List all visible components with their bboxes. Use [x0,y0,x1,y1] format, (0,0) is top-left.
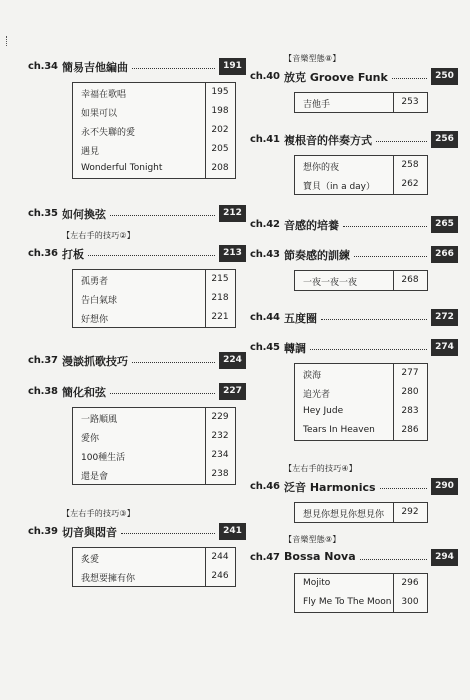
chapter-entry[interactable] [28,205,246,223]
song-row[interactable] [295,175,427,194]
chapter-number: ch.36 [28,248,58,259]
chapter-number: ch.44 [250,312,280,323]
chapter-title[interactable]: 音感的培養 [284,219,339,232]
chapter-entry[interactable] [250,246,458,288]
chapter-number: ch.35 [28,208,58,219]
chapter-tag: 【 左右手的技巧③ 】 [62,508,135,519]
song-page: 215 [211,274,229,284]
chapter-title[interactable]: 節奏感的訓練 [284,249,350,262]
chapter-heading[interactable] [28,58,246,76]
song-list [294,92,428,113]
song-page: 208 [211,163,229,173]
dot-leader [310,349,427,350]
chapter-page-badge: 274 [431,339,458,356]
song-list [72,547,236,587]
song-name[interactable]: 幸福在歌唱 [81,90,127,100]
chapter-number: ch.43 [250,249,280,260]
song-name[interactable]: 淚海 [303,371,322,381]
song-name[interactable]: Hey Jude [303,406,344,416]
song-page: 221 [211,312,229,322]
song-list [72,269,236,328]
chapter-tag: 【 音樂型態⑧ 】 [284,53,341,64]
dot-leader [321,319,427,320]
song-name[interactable]: 想見你想見你想見你 [303,510,385,520]
song-list [294,155,428,195]
chapter-number: ch.39 [28,526,58,537]
chapter-tag: 【 音樂型態⑨ 】 [284,534,341,545]
song-name[interactable]: 吉他手 [303,100,331,110]
song-row[interactable] [73,83,235,102]
song-list [72,82,236,179]
song-page: 268 [401,275,419,285]
song-name[interactable]: 一夜一夜一夜 [303,278,358,288]
song-name[interactable]: 寶貝（in a day） [303,182,375,192]
song-page: 232 [211,431,229,441]
chapter-entry[interactable] [250,216,458,234]
chapter-page-badge: 212 [219,205,246,222]
chapter-entry[interactable] [250,535,458,607]
song-page: 234 [211,450,229,460]
song-name[interactable]: 還是會 [81,472,109,482]
song-row[interactable] [73,548,235,567]
song-row[interactable] [295,503,427,522]
chapter-number: ch.42 [250,219,280,230]
song-page: 246 [211,571,229,581]
song-row[interactable] [73,140,235,159]
chapter-page-badge: 191 [219,58,246,75]
dot-leader [132,68,215,69]
song-name[interactable]: 一路順風 [81,415,118,425]
song-row[interactable] [73,446,235,465]
chapter-heading[interactable] [250,216,458,234]
song-list [72,407,236,485]
chapter-page-badge: 265 [431,216,458,233]
chapter-title[interactable]: 簡化和弦 [62,386,106,399]
song-row[interactable] [73,427,235,446]
song-row[interactable] [73,408,235,427]
song-name[interactable]: 想你的夜 [303,163,340,173]
chapter-heading[interactable] [28,245,246,263]
chapter-page-badge: 213 [219,245,246,262]
chapter-number: ch.41 [250,134,280,145]
song-page: 198 [211,106,229,116]
chapter-number: ch.37 [28,355,58,366]
song-name[interactable]: 告白氣球 [81,296,118,306]
dot-leader [110,215,215,216]
song-name[interactable]: 如果可以 [81,109,118,119]
dot-leader [354,256,427,257]
song-name[interactable]: 遇見 [81,147,100,157]
chapter-title[interactable]: 打板 [62,248,84,261]
song-row[interactable] [295,593,427,612]
chapter-page-badge: 250 [431,68,458,85]
dot-leader [343,226,427,227]
chapter-heading[interactable] [250,478,458,496]
song-name[interactable]: 好想你 [81,315,109,325]
song-page: 205 [211,144,229,154]
song-row[interactable] [73,102,235,121]
chapter-page-badge: 272 [431,309,458,326]
song-row[interactable] [73,121,235,140]
song-page: 195 [211,87,229,97]
dot-leader [121,533,215,534]
chapter-tag: 【 左右手的技巧④ 】 [284,463,357,474]
song-page: 292 [401,507,419,517]
chapter-heading[interactable] [250,339,458,357]
chapter-entry[interactable] [250,54,458,110]
song-name[interactable]: 孤勇者 [81,277,109,287]
chapter-page-badge: 224 [219,352,246,369]
song-name[interactable]: Wonderful Tonight [81,163,163,173]
song-row[interactable] [295,156,427,175]
song-page: 280 [401,387,419,397]
song-list [294,502,428,523]
song-page: 286 [401,425,419,435]
song-row[interactable] [295,574,427,593]
song-row[interactable] [73,567,235,586]
dot-leader [110,393,215,394]
chapter-heading[interactable] [28,205,246,223]
chapter-number: ch.45 [250,342,280,353]
song-name[interactable]: 追光者 [303,390,331,400]
chapter-number: ch.40 [250,71,280,82]
song-name[interactable]: 炙愛 [81,555,100,565]
chapter-title[interactable]: Bossa Nova [284,550,356,563]
chapter-page-badge: 266 [431,246,458,263]
song-row[interactable] [295,421,427,440]
chapter-heading[interactable] [250,131,458,149]
margin-mark [6,36,10,46]
chapter-entry[interactable] [28,231,246,325]
dot-leader [392,78,427,79]
chapter-title[interactable]: 如何換弦 [62,208,106,221]
song-row[interactable] [73,270,235,289]
chapter-heading[interactable] [250,549,458,567]
song-page: 258 [401,160,419,170]
song-page: 277 [401,368,419,378]
chapter-number: ch.34 [28,61,58,72]
chapter-entry[interactable] [250,464,458,520]
chapter-page-badge: 294 [431,549,458,566]
song-row[interactable] [295,383,427,402]
dot-leader [132,362,215,363]
chapter-entry[interactable] [250,339,458,435]
song-page: 253 [401,97,419,107]
song-list [294,270,428,291]
chapter-page-badge: 256 [431,131,458,148]
chapter-number: ch.46 [250,481,280,492]
chapter-page-badge: 227 [219,383,246,400]
chapter-entry[interactable] [28,58,246,173]
song-row[interactable] [73,308,235,327]
chapter-entry[interactable] [28,383,246,482]
song-name[interactable]: Fly Me To The Moon [303,597,392,607]
song-row[interactable] [295,364,427,383]
song-page: 262 [401,179,419,189]
song-row[interactable] [295,271,427,290]
song-name[interactable]: 100種生活 [81,453,126,463]
chapter-title[interactable]: 放克 Groove Funk [284,71,388,84]
chapter-heading[interactable] [28,352,246,370]
song-page: 229 [211,412,229,422]
song-page: 283 [401,406,419,416]
chapter-heading[interactable] [250,309,458,327]
chapter-heading[interactable] [250,246,458,264]
song-name[interactable]: 我想要擁有你 [81,574,136,584]
song-row[interactable] [73,465,235,484]
chapter-entry[interactable] [250,309,458,327]
song-list [294,363,428,441]
song-page: 238 [211,469,229,479]
song-row[interactable] [73,159,235,178]
chapter-title[interactable]: 簡易吉他編曲 [62,61,128,74]
chapter-page-badge: 241 [219,523,246,540]
song-row[interactable] [295,93,427,112]
song-page: 244 [211,552,229,562]
chapter-title[interactable]: 漫談抓歌技巧 [62,355,128,368]
chapter-number: ch.47 [250,552,280,563]
song-name[interactable]: 愛你 [81,434,100,444]
chapter-entry[interactable] [28,352,246,370]
chapter-title[interactable]: 複根音的伴奏方式 [284,134,372,147]
chapter-entry[interactable] [250,131,458,192]
chapter-heading[interactable] [250,68,458,86]
song-page: 300 [401,597,419,607]
dot-leader [376,141,427,142]
chapter-heading[interactable] [28,523,246,541]
song-row[interactable] [73,289,235,308]
chapter-tag: 【 左右手的技巧② 】 [62,230,135,241]
chapter-title[interactable]: 轉調 [284,342,306,355]
song-page: 296 [401,578,419,588]
song-name[interactable]: Tears In Heaven [303,425,375,435]
song-list [294,573,428,613]
song-name[interactable]: 永不失聯的愛 [81,128,136,138]
chapter-entry[interactable] [28,509,246,584]
chapter-title[interactable]: 切音與悶音 [62,526,117,539]
song-row[interactable] [295,402,427,421]
chapter-number: ch.38 [28,386,58,397]
dot-leader [360,559,427,560]
chapter-title[interactable]: 泛音 Harmonics [284,481,376,494]
song-page: 218 [211,293,229,303]
dot-leader [380,488,427,489]
chapter-page-badge: 290 [431,478,458,495]
dot-leader [88,255,215,256]
song-page: 202 [211,125,229,135]
chapter-heading[interactable] [28,383,246,401]
song-name[interactable]: Mojito [303,578,331,588]
chapter-title[interactable]: 五度圈 [284,312,317,325]
